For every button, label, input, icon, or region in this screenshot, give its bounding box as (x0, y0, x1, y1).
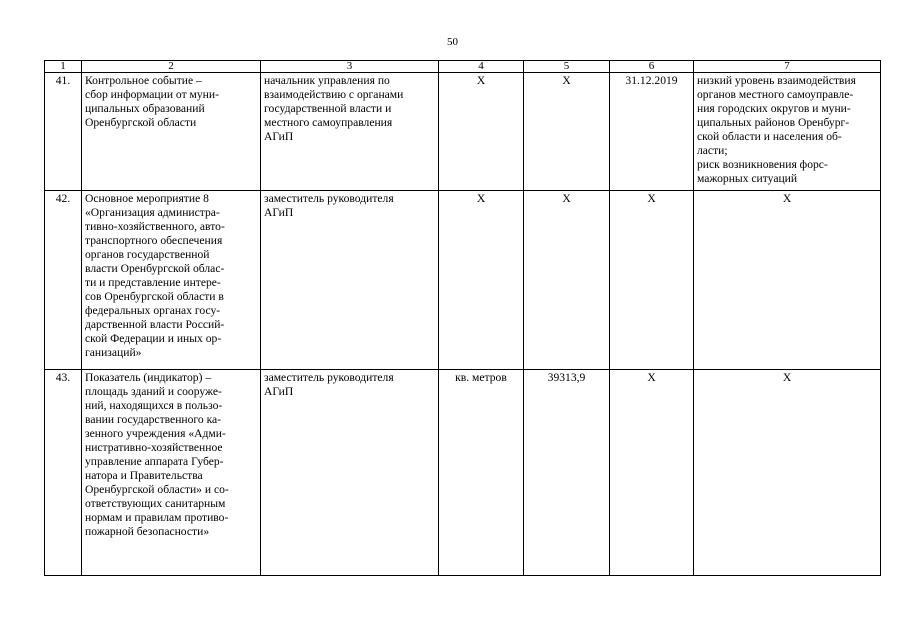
column-header-6: 6 (610, 61, 694, 73)
column-header-7: 7 (694, 61, 881, 73)
column-header-1: 1 (45, 61, 82, 73)
deadline-date: 31.12.2019 (610, 73, 694, 191)
measure-unit: Х (439, 191, 524, 370)
indicator-value: Х (524, 73, 610, 191)
risk-description: Х (694, 191, 881, 370)
row-number: 43. (45, 370, 82, 576)
column-header-4: 4 (439, 61, 524, 73)
measure-unit: Х (439, 73, 524, 191)
event-name: Показатель (индикатор) – площадь зданий и сооруже- ний, находящихся в пользо- вании государственного ка- зенного учреждения «Адми- нистративно-хозяйственное управление аппарата Губер- натора и Правительства Оренбургской области» и со- ответствующих санитарным нормам и правилам противо- пожарной безопасности» (82, 370, 261, 576)
responsible-executor: заместитель руководителя АГиП (261, 370, 439, 576)
plan-table (44, 60, 881, 576)
event-name: Основное мероприятие 8 «Организация администра- тивно-хозяйственного, авто- транспортного обеспечения органов государственной власти Оренбургской облас- ти и представление интере- сов Оренбургской области в федеральных органах госу- дарственной власти Россий- ской Федерации и иных ор- ганизаций» (82, 191, 261, 370)
table-row (45, 370, 881, 576)
column-header-3: 3 (261, 61, 439, 73)
row-number: 42. (45, 191, 82, 370)
risk-description: низкий уровень взаимодействия органов местного самоуправле- ния городских округов и муни- ципальных районов Оренбург- ской области и населения об- ласти; риск возникновения форс- мажорных ситуаций (694, 73, 881, 191)
responsible-executor: начальник управления по взаимодействию с органами государственной власти и местного самоуправления АГиП (261, 73, 439, 191)
measure-unit: кв. метров (439, 370, 524, 576)
table-header-row (45, 61, 881, 73)
table-row (45, 191, 881, 370)
indicator-value: Х (524, 191, 610, 370)
risk-description: Х (694, 370, 881, 576)
responsible-executor: заместитель руководителя АГиП (261, 191, 439, 370)
indicator-value: 39313,9 (524, 370, 610, 576)
page-number: 50 (447, 36, 458, 48)
deadline-date: Х (610, 370, 694, 576)
row-number: 41. (45, 73, 82, 191)
column-header-2: 2 (82, 61, 261, 73)
column-header-5: 5 (524, 61, 610, 73)
event-name: Контрольное событие – сбор информации от муни- ципальных образований Оренбургской области (82, 73, 261, 191)
table-row (45, 73, 881, 191)
deadline-date: Х (610, 191, 694, 370)
